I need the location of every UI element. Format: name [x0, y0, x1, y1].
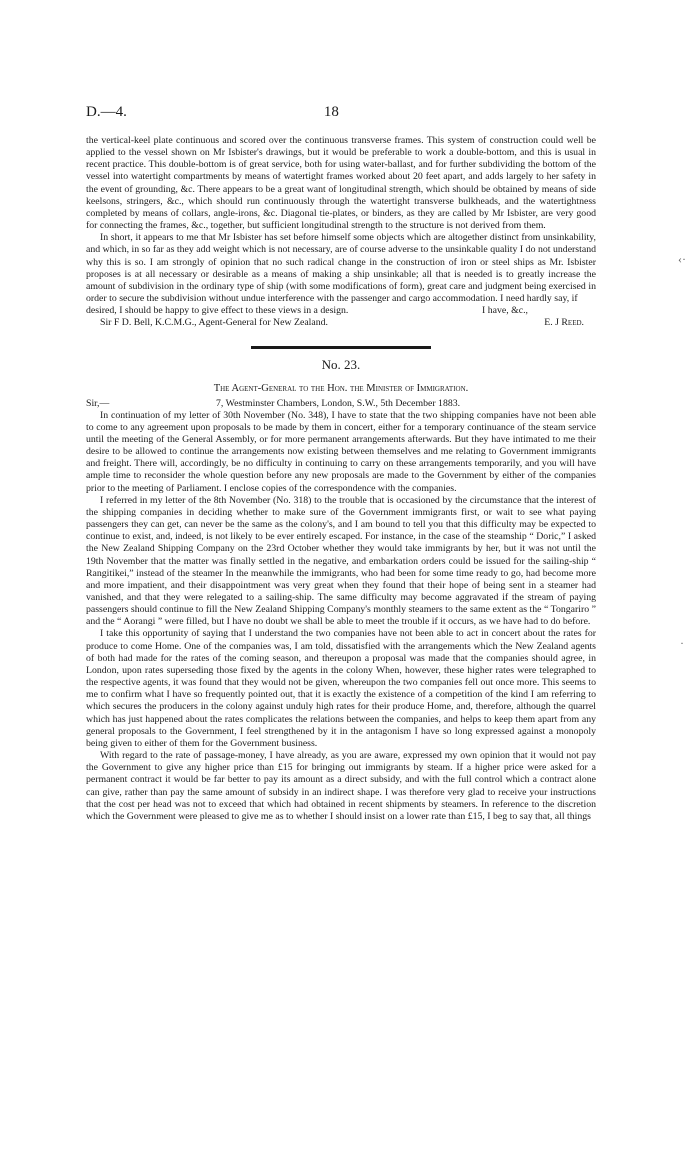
document-reference: D.—4. — [86, 104, 127, 120]
section-divider — [251, 346, 431, 349]
closing-row — [86, 305, 596, 317]
paragraph: I take this opportunity of saying that I understand the two companies have not been able to act in concert about the rates for produce to come Home. One of the companies was, I am told, dissatisfied with the arrangements which the New Zealand agents of both had made for the rates of the coming season, and thereupon a proposal was made that the companies should agree, in London, upon rates superseding those fixed by the agents in the colony When, however, these higher rates were telegraphed to the respective agents, it was found that they would not be given, whereupon the two companies fell out once more. This seems to me to confirm what I have so frequently pointed out, that it is exactly the existence of a competition of the kind I am referring to which secures the producers in the colony against unduly high rates for their produce Home, and, therefore, although the quarrel which has just happened about the rates complicates the relations between the companies, and helps to keep them apart from any general proposals to the Government, I feel strengthened by it in the antagonism I have so long expressed against a monopoly being given to either of them for the Government business. — [86, 628, 596, 749]
document-page — [86, 104, 596, 823]
addressee: Sir F D. Bell, K.C.M.G., Agent-General for New Zealand. — [100, 317, 329, 329]
signature: E. J Reed. — [544, 317, 584, 329]
address-row — [86, 398, 596, 410]
letter-title: The Agent-General to the Hon. the Minister of Immigration. — [213, 382, 469, 394]
paragraph: In continuation of my letter of 30th November (No. 348), I have to state that the two shipping companies have not been able to come to any agreement upon proposals to be made by them in concert, either for a temporary continuance of the steam service until the meeting of the General Assembly, or for more permanent arrangements afterwards. But they have intimated to me their desire to be allowed to continue the arrangements now existing between themselves and me relating to Government immigrants and freight. There will, accordingly, be no difficulty in continuing to carry on these arrangements temporarily, and you will have ample time to reconsider the whole question before any new proposals are made to the Government by either of the companies prior to the meeting of Parliament. I enclose copies of the correspondence with the companies. — [86, 409, 596, 494]
address: 7, Westminster Chambers, London, S.W., 5th December 1883. — [216, 397, 461, 409]
paragraph: In short, it appears to me that Mr Isbister has set before himself some objects which are altogether distinct from unsinkability, and which, in so far as they add weight which is not necessary, are of course adverse to the unsinkable quality I do not understand why this is so. I am strongly of opinion that no such radical change in the construction of iron or steel ships as Mr. Isbister proposes is at all necessary or desirable as a means of making a ship unsinkable; all that is needed is to greatly increase the amount of subdivision in the ordinary type of ship (with some modifications of form), great care and judgment being exercised in order to secure the subdivision without undue interference with the passenger and cargo accommodation. I need hardly say, if — [86, 232, 596, 305]
page-number: 18 — [323, 104, 339, 120]
margin-mark: · — [680, 636, 684, 650]
closing: I have, &c., — [482, 305, 528, 317]
paragraph: With regard to the rate of passage-money, I have already, as you are aware, expressed my own opinion that it would not pay the Government to give any higher price than £15 for bringing out immigrants by steam. If a higher price were asked for a permanent contract it would be far better to pay its amount as a direct subsidy, and with the full control which a contract alone can give, rather than pay the same amount of subsidy in an indirect shape. I was therefore very glad to receive your instructions that the cost per head was not to exceed that which had obtained in recent shipments by steamers. In reference to the discretion which the Government were pleased to give me as to whether I should insist on a lower rate than £15, I beg to say that, all things — [86, 750, 596, 822]
letter-body — [86, 410, 596, 823]
page-header — [86, 104, 596, 121]
letter-number: No. 23. — [321, 356, 361, 372]
paragraph: the vertical-keel plate continuous and scored over the continuous transverse frames. This system of construction could well be applied to the vessel shown on Mr Isbister's drawings, but it would be preferable to work a double-bottom, and this is usual in recent practice. This double-bottom is of great service, both for using water-ballast, and for further subdividing the bottom of the vessel into watertight compartments by means of watertight frames worked about 20 feet apart, and adds largely to her safety in the event of grounding, &c. There appears to be a great want of longitudinal strength, which should be obtained by means of side keelsons, stringers, &c., which should run continuously through the watertight transverse bulkheads, and the watertightness completed by means of collars, angle-irons, &c. Diagonal tie-plates, or binders, as they are called by Mr Isbister, are very good for connecting the frames, &c., together, but sufficient longitudinal strength to the structure is not derived from them. — [86, 135, 596, 232]
signature-row — [86, 317, 596, 329]
paragraph: I referred in my letter of the 8th November (No. 318) to the trouble that is occasioned by the circumstance that the interest of the shipping companies in deciding whether to make sure of the Government immigrants first, or wait to see what paying passengers they can get, can never be the same as the colony's, and I am bound to tell you that this difficulty may be expected to continue to exist, and, indeed, is not likely to be ever entirely escaped. For instance, in the case of the steamship “ Doric,” I asked the New Zealand Shipping Company on the 23rd October whether they would take immigrants by her, but it was not until the 19th November that the matter was finally settled in the negative, and embarkation orders could be issued for the sailing-ship “ Rangitikei,” instead of the steamer In the meanwhile the immigrants, who had been for some time ready to go, had become more and more impatient, and their disappointment was very great when they found that their hope of being sent in a steamer had vanished, and that they were relegated to a sailing-ship. The same difficulty may become aggravated if the stream of paying passengers should continue to fill the New Zealand Shipping Company's monthly steamers to the same extent as the “ Tongariro ” and the “ Aorangi ” were filled, but I have no doubt we shall be able to meet the trouble if it occurs, as we have had to do before. — [86, 494, 596, 628]
reed-letter — [86, 135, 596, 330]
salutation: Sir,— — [86, 397, 110, 409]
closing-line: desired, I should be happy to give effect to these views in a design. — [86, 305, 349, 317]
margin-mark: ‹· — [678, 252, 686, 266]
